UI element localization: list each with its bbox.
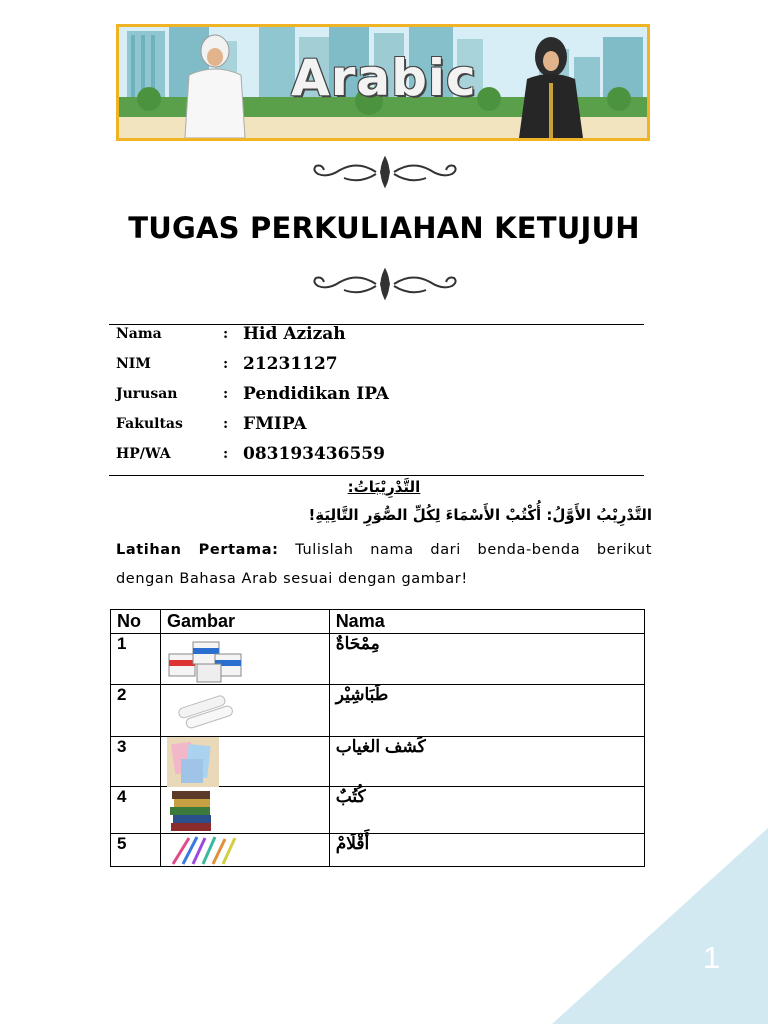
- banner-title: Arabic: [291, 49, 477, 107]
- identity-value: 083193436559: [243, 444, 385, 464]
- identity-top-rule: [109, 324, 644, 325]
- row-picture-cell: [160, 685, 329, 737]
- identity-colon: :: [223, 356, 229, 372]
- row-arabic-name: مِمْحَاةٌ: [329, 634, 644, 685]
- row-number: 2: [111, 685, 161, 737]
- row-number: 1: [111, 634, 161, 685]
- arabic-banner: [116, 24, 650, 141]
- identity-value: Hid Azizah: [243, 324, 346, 344]
- row-arabic-name: كَشف الغياب: [329, 737, 644, 787]
- row-picture-cell: [160, 787, 329, 834]
- row-number: 3: [111, 737, 161, 787]
- eraser-image: [167, 634, 247, 686]
- identity-label: Jurusan: [116, 386, 178, 402]
- decorative-ornament-top: [308, 152, 462, 192]
- table-row: [111, 685, 645, 737]
- decorative-ornament-bottom: [308, 266, 462, 306]
- header-picture: Gambar: [160, 610, 329, 634]
- exercise-text-1: Tulislah nama dari benda-benda berikut: [295, 542, 652, 558]
- table-header-row: [111, 610, 645, 634]
- identity-label: Nama: [116, 326, 162, 342]
- chalk-image: [167, 685, 243, 735]
- identity-label: NIM: [116, 356, 151, 372]
- row-picture-cell: [160, 737, 329, 787]
- table-row: [111, 634, 645, 685]
- identity-colon: :: [223, 326, 229, 342]
- row-arabic-name: طَبَاشِيْر: [329, 685, 644, 737]
- row-number: 4: [111, 787, 161, 834]
- exercise-instruction: [116, 536, 652, 594]
- row-picture-cell: [160, 834, 329, 867]
- table-row: [111, 787, 645, 834]
- row-arabic-name: أَقْلَامْ: [329, 834, 644, 867]
- page-number: 1: [703, 940, 721, 975]
- identity-value: Pendidikan IPA: [243, 384, 389, 404]
- identity-value: FMIPA: [243, 414, 307, 434]
- corner-triangle-decoration: [552, 828, 768, 1024]
- document-title: TUGAS PERKULIAHAN KETUJUH: [128, 211, 640, 245]
- attendance-card-image: [167, 737, 219, 787]
- identity-colon: :: [223, 416, 229, 432]
- identity-label: HP/WA: [116, 446, 171, 462]
- books-image: [167, 787, 215, 833]
- identity-bottom-rule: [109, 475, 644, 476]
- row-number: 5: [111, 834, 161, 867]
- exercise-text-2: dengan Bahasa Arab sesuai dengan gambar!: [116, 571, 468, 587]
- identity-label: Fakultas: [116, 416, 183, 432]
- header-no: No: [111, 610, 161, 634]
- arabic-exercises-heading: التَّدْرِيْبَاتُ:: [347, 478, 421, 496]
- identity-colon: :: [223, 386, 229, 402]
- arabic-instruction: التَّدْرِيْبُ الأَوَّلُ: أُكْتُبْ الأَسْمَاءَ لِكُلِّ الصُّوَرِ التَّالِيَةِ!: [308, 506, 652, 524]
- row-picture-cell: [160, 634, 329, 685]
- identity-value: 21231127: [243, 354, 338, 374]
- exercise-label: Latihan Pertama:: [116, 542, 279, 558]
- identity-colon: :: [223, 446, 229, 462]
- header-name: Nama: [329, 610, 644, 634]
- pens-image: [167, 834, 243, 866]
- exercise-line-1: [116, 536, 652, 565]
- table-row: [111, 737, 645, 787]
- row-arabic-name: كُتُبٌ: [329, 787, 644, 834]
